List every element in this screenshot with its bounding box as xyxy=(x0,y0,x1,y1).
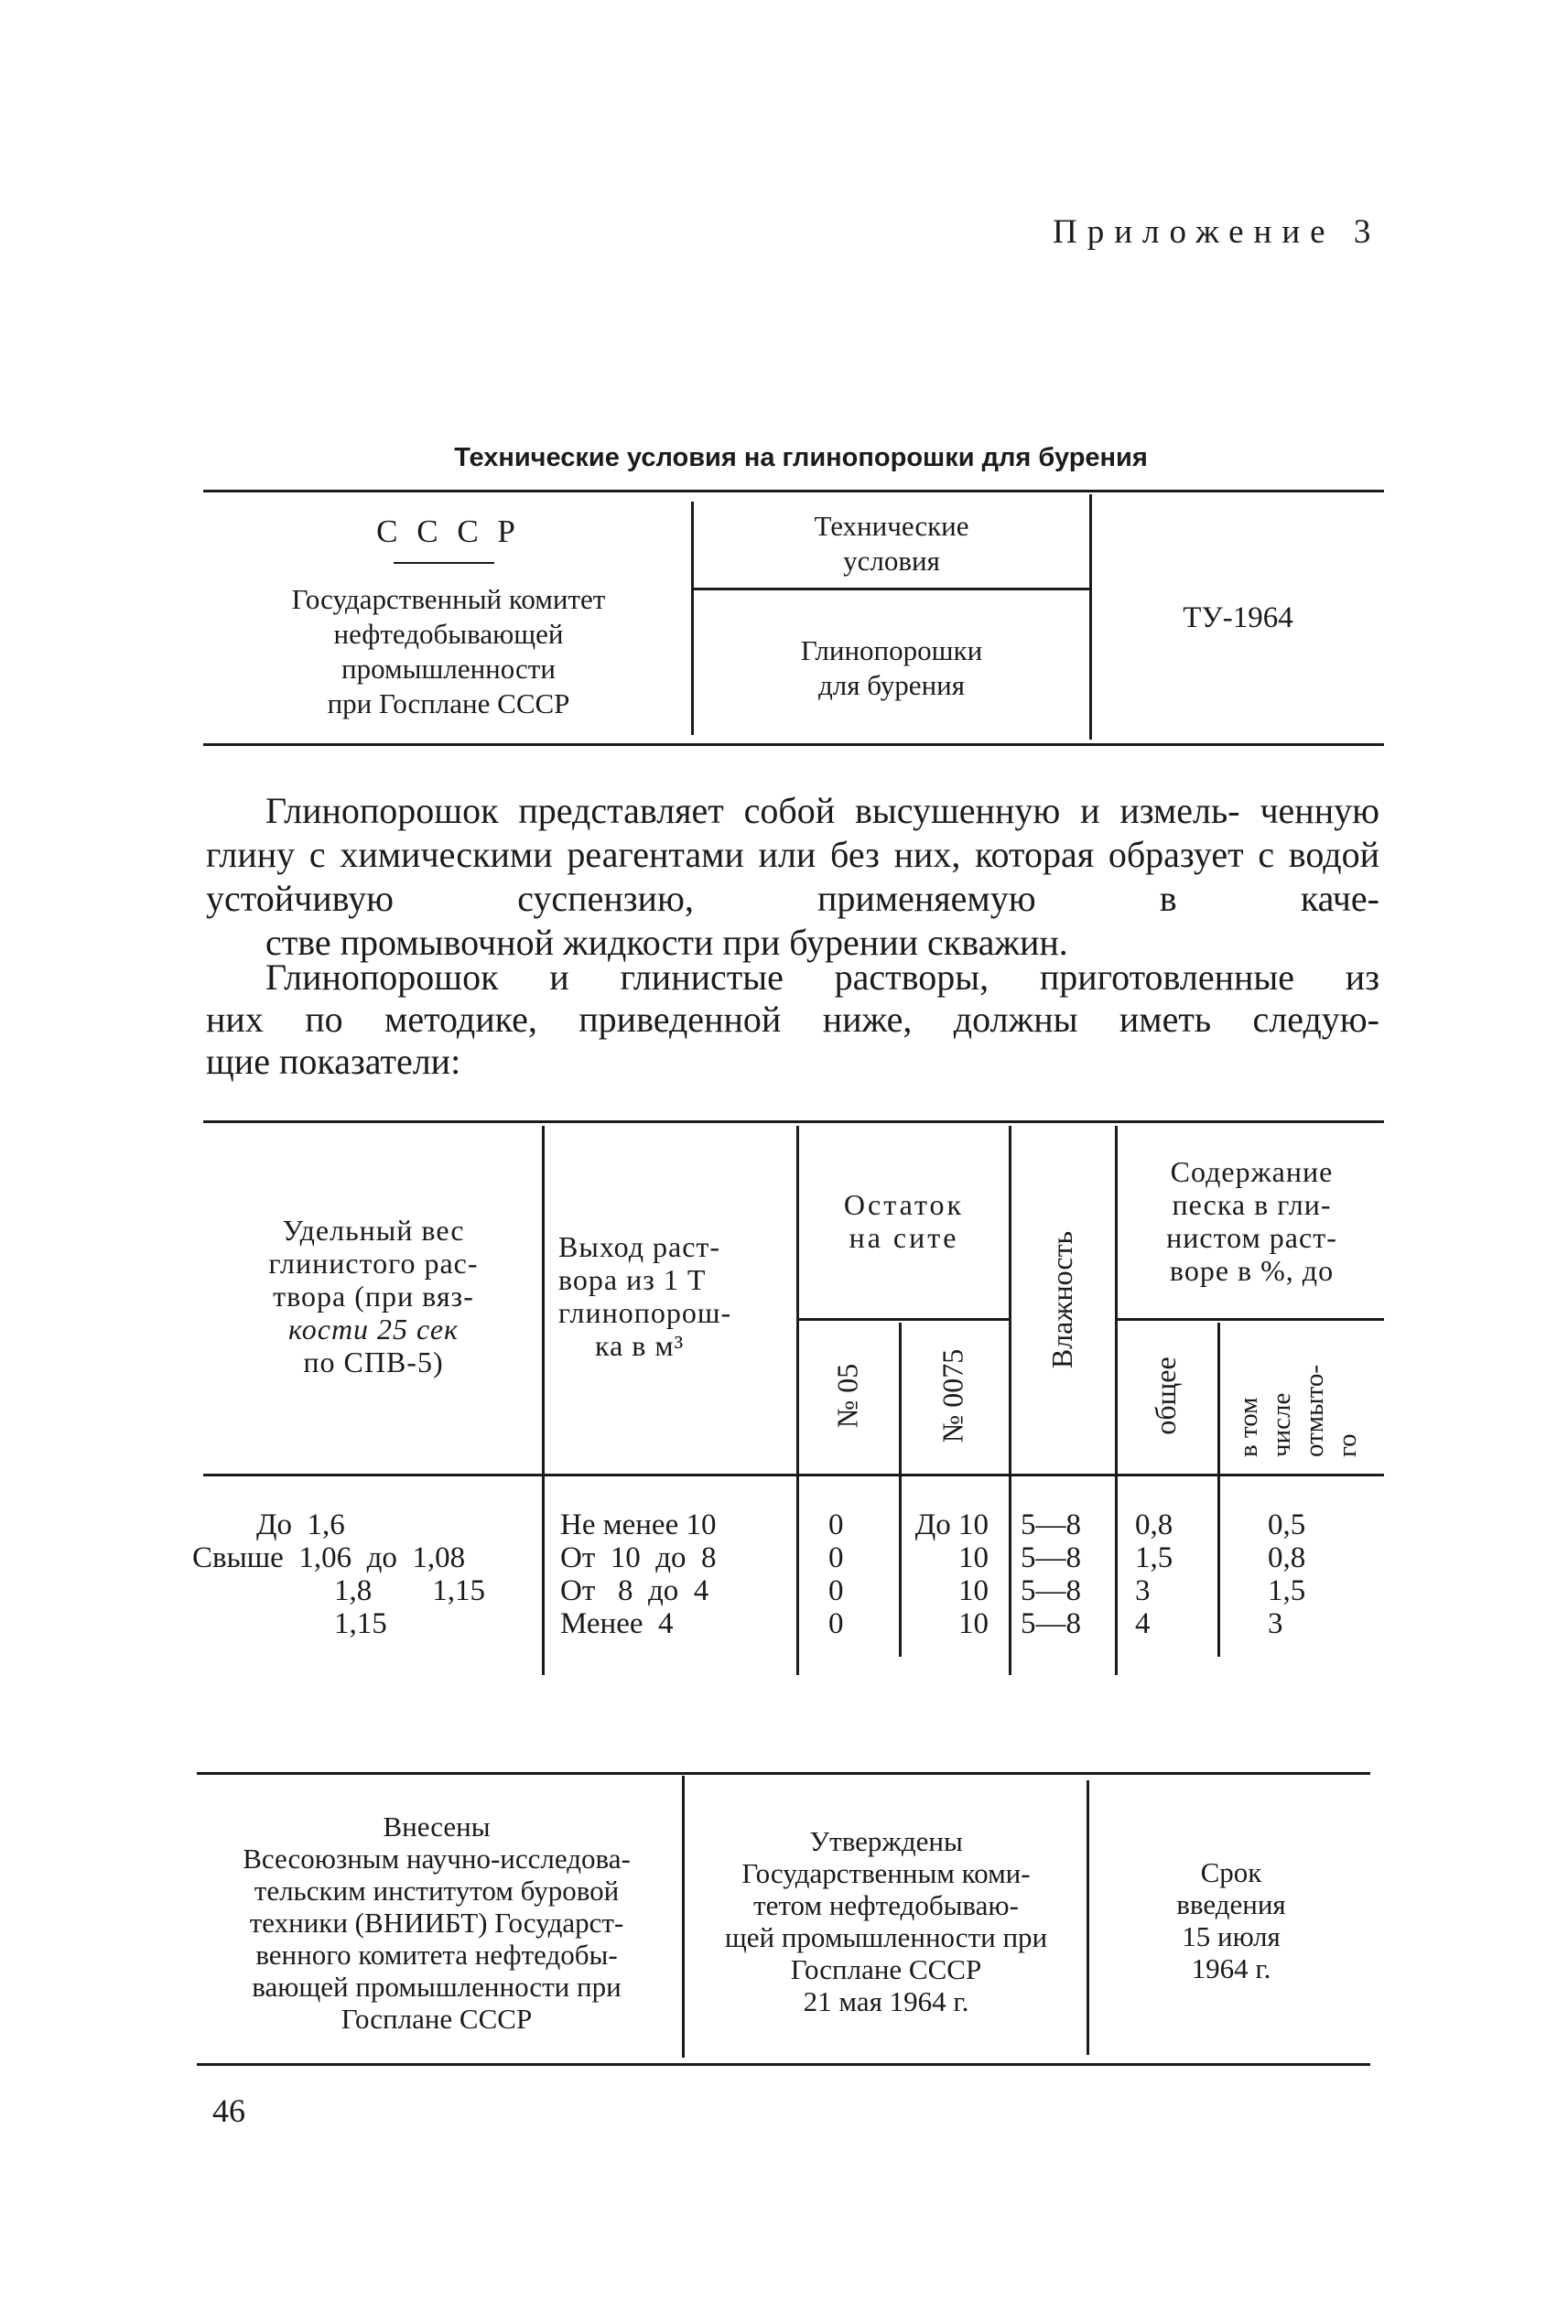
col-specific-weight xyxy=(192,1508,533,1640)
footer-bottom-rule xyxy=(197,2063,1370,2066)
col-header-sand: Содержание песка в гли- нистом раст- воре в %, до xyxy=(1166,1155,1337,1287)
table-top-rule xyxy=(203,1120,1384,1123)
table-row: От 10 до 8 xyxy=(560,1541,717,1574)
col-header-sand-total: общее xyxy=(1149,1357,1182,1435)
header-committee: Государственный комитет нефтедобывающей промышленности при Госплане СССР xyxy=(291,583,606,719)
table-col-divider-2 xyxy=(796,1126,799,1675)
header-divider-1 xyxy=(691,502,694,735)
header-doc-type: Технические условия xyxy=(814,510,969,577)
table-col-divider-6 xyxy=(1217,1323,1220,1657)
paragraph-1: Глинопорошок представляет собой высушенную и измель- ченную глину с химическими реагентами или без них, которая образует с водой устойчивую суспензию, применяемую в каче- стве промывочной жидкости при бурении скважин. xyxy=(206,790,1380,963)
table-col-divider-3 xyxy=(899,1323,902,1657)
page-number: 46 xyxy=(212,2092,245,2129)
sand-subheader-rule xyxy=(1118,1318,1384,1321)
footer-approved: Утверждены Государственным коми- тетом нефтедобываю- щей промышленности при Госплане СССР 21 мая 1964 г. xyxy=(724,1825,1048,2017)
header-bottom-rule xyxy=(203,743,1384,746)
table-row: От 8 до 4 xyxy=(560,1574,709,1607)
col-moisture: 5—8 5—8 5—8 5—8 xyxy=(1021,1508,1081,1640)
col-header-sand-washed: в том числе отмыто- го xyxy=(1234,1364,1362,1457)
document-title: Технические условия на глинопорошки для бурения xyxy=(454,443,1148,472)
table-row: 1,15 xyxy=(334,1607,387,1640)
header-doc-code: ТУ-1964 xyxy=(1183,601,1293,634)
col-sand-washed: 0,5 0,8 1,5 3 xyxy=(1268,1508,1306,1640)
col-sieve-0075: До 10 10 10 10 xyxy=(914,1508,989,1640)
table-row: Менее 4 xyxy=(560,1607,674,1640)
footer-divider-2 xyxy=(1087,1780,1089,2055)
footer-submitted: Внесены Всесоюзным научно-исследова- тельским институтом буровой техники (ВНИИБТ) Государст- венного комитета нефтедобы- вающей промышленности при Госплане СССР xyxy=(243,1811,631,2035)
table-row: 1,8 1,15 xyxy=(334,1574,485,1607)
header-top-rule xyxy=(203,490,1384,492)
footer-divider-1 xyxy=(682,1776,685,2058)
col-header-sieve-0075: № 0075 xyxy=(935,1348,969,1443)
header-inner-rule xyxy=(694,588,1089,590)
col-yield xyxy=(560,1508,794,1640)
col-header-sieve-05: № 05 xyxy=(830,1363,864,1429)
table-row: До 1,6 xyxy=(256,1508,345,1541)
table-row: Не менее 10 xyxy=(560,1508,717,1541)
col-header-moisture: Влажность xyxy=(1045,1230,1078,1369)
table-col-divider-4 xyxy=(1009,1126,1011,1675)
table-row: Свыше 1,06 до 1,08 xyxy=(192,1541,466,1574)
header-doc-name: Глинопорошки для бурения xyxy=(800,634,983,701)
country-underline xyxy=(394,562,494,564)
col-header-yield: Выход раст- вора из 1 Т глинопорош- ка в м³ xyxy=(558,1230,732,1362)
footer-effective-date: Срок введения 15 июля 1964 г. xyxy=(1176,1856,1286,1984)
col-header-specific-weight: Удельный вес глинистого рас- твора (при вяз- кости 25 сек по СПВ-5) xyxy=(268,1214,479,1378)
header-country: С С С Р xyxy=(376,513,521,549)
footer-top-rule xyxy=(197,1772,1370,1775)
sieve-subheader-rule xyxy=(799,1318,1009,1321)
col-sieve-05: 0 0 0 0 xyxy=(828,1508,844,1640)
table-col-divider-5 xyxy=(1115,1126,1118,1675)
table-header-bottom-rule xyxy=(203,1474,1384,1476)
paragraph-2: Глинопорошок и глинистые растворы, приготовленные из них по методике, приведенной ниже, должны иметь следую- щие показатели: xyxy=(206,957,1379,1082)
col-header-sieve: Остаток на сите xyxy=(843,1188,965,1254)
table-col-divider-1 xyxy=(542,1126,545,1675)
appendix-label: Приложение 3 xyxy=(1053,213,1381,251)
col-sand-total: 0,8 1,5 3 4 xyxy=(1135,1508,1173,1640)
header-divider-2 xyxy=(1089,494,1092,740)
